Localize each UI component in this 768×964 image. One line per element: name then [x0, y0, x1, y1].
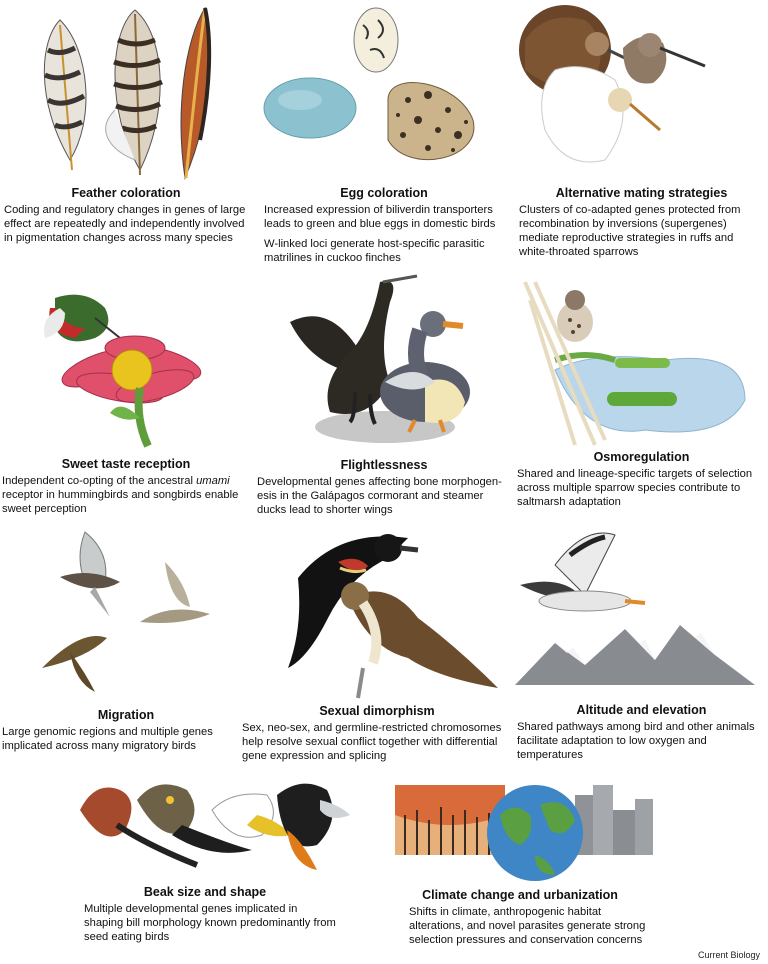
description-italic: umami — [196, 475, 230, 487]
blackbirds-illustration — [238, 518, 516, 704]
panel-flightlessness — [255, 272, 513, 517]
panel-egg-coloration — [258, 0, 510, 265]
panel-description: Multiple developmental genes implicated in shaping bill morphology known predominantly from seed eating birds — [84, 903, 336, 943]
panel-title: Altitude and elevation — [576, 703, 707, 717]
panel-title: Egg coloration — [340, 186, 428, 200]
description-text: Independent co-opting of the ancestral — [2, 475, 197, 487]
panel-title: Osmoregulation — [593, 450, 690, 464]
hummingbird-flower-illustration — [0, 278, 252, 450]
goose-mountains-illustration — [515, 525, 768, 703]
panel-title: Flightlessness — [340, 458, 428, 472]
eggs-illustration — [258, 0, 510, 182]
panel-description: Large genomic regions and multiple genes implicated across many migratory birds — [2, 726, 213, 752]
panel-description: Shared and lineage-specific targets of selection across multiple sparrow species contribute to saltmarsh adaptation — [517, 468, 753, 508]
journal-credit: Current Biology — [697, 950, 760, 960]
panel-title: Beak size and shape — [143, 885, 267, 899]
migratory-birds-illustration — [0, 522, 252, 704]
panel-migration — [0, 522, 252, 753]
description-text-end: receptor in hummingbirds and songbirds enable sweet perception — [2, 489, 239, 515]
panel-alternative-mating — [515, 0, 768, 259]
panel-altitude — [515, 525, 768, 762]
panel-climate — [395, 775, 685, 947]
bird-heads-illustration — [72, 770, 362, 882]
panel-description: Shared pathways among bird and other animals facilitate adaptation to low oxygen and temperatures — [517, 721, 755, 761]
ruffs-illustration — [515, 0, 768, 182]
panel-description: Developmental genes affecting bone morphogen- esis in the Galápagos cormorant and steamer ducks lead to shorter wings — [257, 476, 502, 516]
panel-sexual-dimorphism — [238, 518, 516, 763]
panel-description: Shifts in climate, anthropogenic habitat alterations, and novel parasites generate strong selection pressures and conservation concerns — [409, 906, 646, 946]
saltmarsh-sparrow-illustration — [515, 280, 768, 450]
panel-title: Sweet taste reception — [61, 457, 191, 471]
panel-title: Alternative mating strategies — [555, 186, 728, 200]
panel-feather-coloration — [0, 0, 252, 245]
globe-city-fire-illustration — [395, 775, 685, 882]
feathers-illustration — [0, 0, 252, 182]
panel-beak — [72, 770, 362, 944]
cormorant-duck-illustration — [255, 272, 513, 450]
panel-title: Feather coloration — [71, 186, 181, 200]
panel-description: Clusters of co-adapted genes protected from recombination by inversions (supergenes) mediate reproductive strategies in ruffs and white-throated sparrows — [519, 204, 741, 258]
panel-osmoregulation — [515, 280, 768, 509]
panel-title: Migration — [97, 708, 155, 722]
panel-description-2: W-linked loci generate host-specific parasitic matrilines in cuckoo finches — [264, 238, 485, 264]
panel-description: Sex, neo-sex, and germline-restricted chromosomes help resolve sexual conflict together with differential gene expression and splicing — [242, 722, 502, 762]
panel-title: Climate change and urbanization — [422, 888, 618, 902]
panel-description: Coding and regulatory changes in genes of large effect are repeatedly and independently involved in pigmentation changes across many species — [4, 204, 246, 244]
panel-title: Sexual dimorphism — [319, 704, 435, 718]
panel-description: Increased expression of biliverdin transporters leads to green and blue eggs in domestic birds — [264, 204, 496, 230]
panel-sweet-taste — [0, 278, 252, 516]
panel-description — [0, 474, 252, 516]
